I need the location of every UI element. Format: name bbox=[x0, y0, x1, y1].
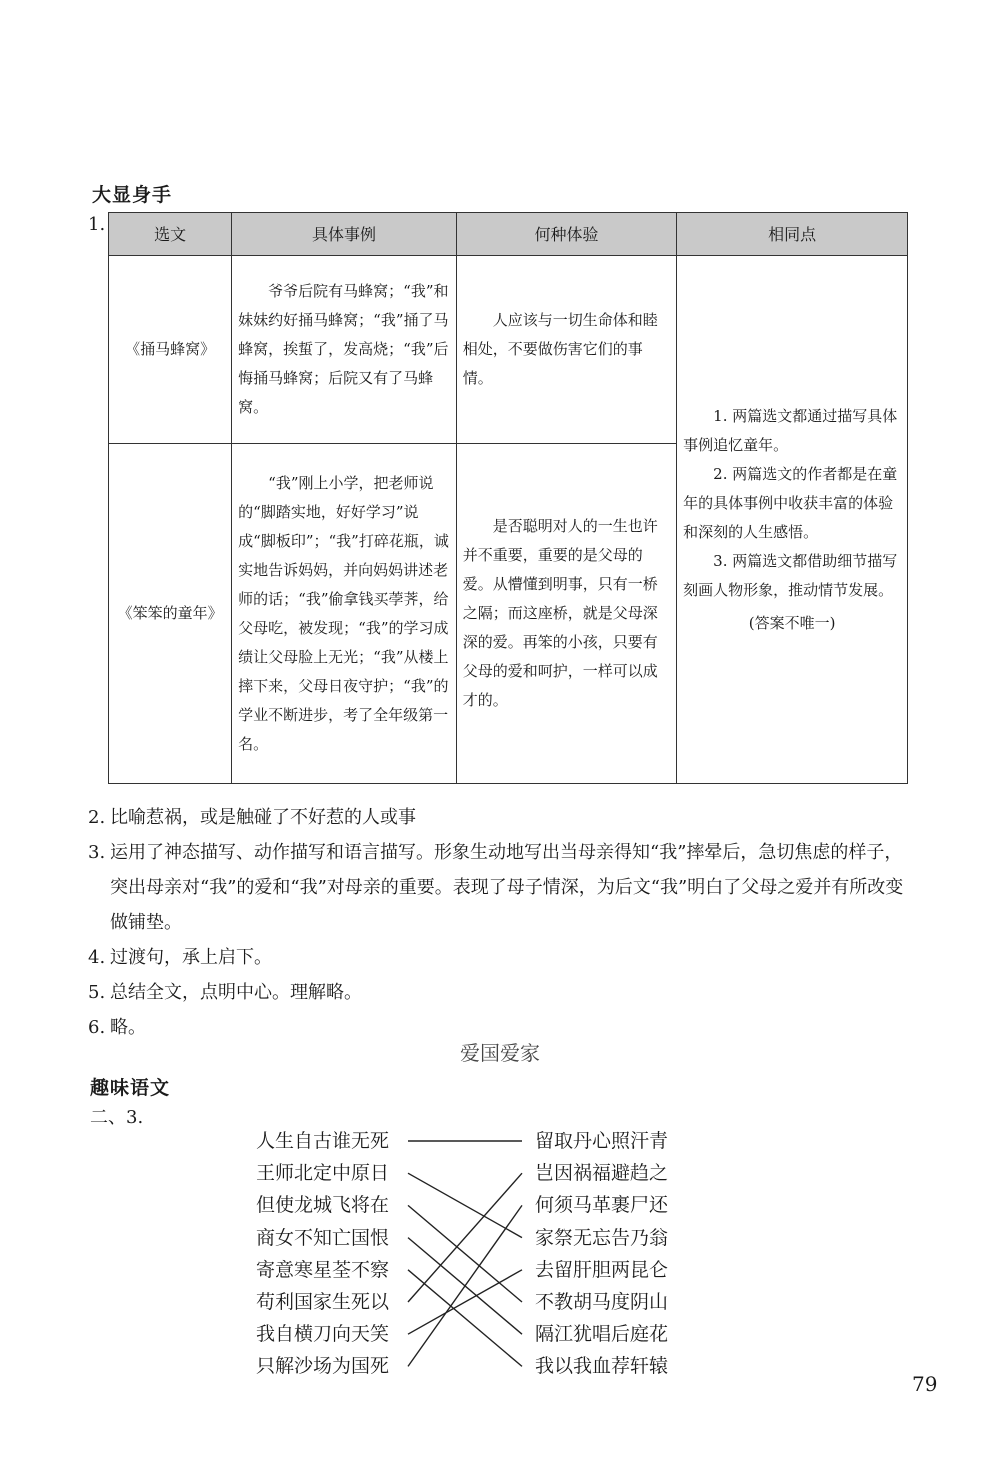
poem-left-column bbox=[256, 1125, 389, 1383]
answer-number: 6. bbox=[88, 1017, 106, 1038]
answer-text: 比喻惹祸，或是触碰了不好惹的人或事 bbox=[110, 807, 416, 828]
similarity-item: 3. 两篇选文都借助细节描写刻画人物形象，推动情节发展。 bbox=[683, 551, 898, 599]
answer-number: 2. bbox=[88, 807, 106, 828]
poem-line-right: 隔江犹唱后庭花 bbox=[535, 1323, 669, 1346]
poem-line-right: 留取丹心照汗青 bbox=[535, 1130, 669, 1152]
similarity-note: (答案不唯一) bbox=[748, 613, 836, 632]
question-number: 二、3. bbox=[90, 1107, 144, 1128]
section-title: 大显身手 bbox=[92, 184, 173, 206]
poem-line-left: 苟利国家生死以 bbox=[256, 1290, 390, 1313]
poem-line-right: 岂因祸福避趋之 bbox=[535, 1162, 669, 1185]
answer-number: 4. bbox=[88, 947, 106, 968]
table-cell-title: 《笨笨的童年》 bbox=[109, 444, 232, 784]
table-header: 相同点 bbox=[677, 213, 908, 256]
table-header: 何种体验 bbox=[456, 213, 676, 256]
answer-text: 过渡句，承上启下。 bbox=[110, 947, 272, 968]
answer-text: 运用了神态描写、动作描写和语言描写。形象生动地写出当母亲得知“我”摔晕后，急切焦虑的样子，突出母亲对“我”的爱和“我”对母亲的重要。表现了母子情深，为后文“我”明白了父母之爱并有所改变做铺垫。 bbox=[110, 842, 904, 933]
match-line bbox=[408, 1205, 522, 1366]
answer-text: 略。 bbox=[110, 1017, 146, 1038]
poem-line-left: 我自横刀向天笑 bbox=[256, 1323, 390, 1346]
match-line bbox=[408, 1205, 522, 1302]
answer-number: 5. bbox=[88, 982, 106, 1003]
similarity-item: 1. 两篇选文都通过描写具体事例追忆童年。 bbox=[683, 406, 898, 454]
question-number: 1. bbox=[88, 214, 106, 235]
poem-line-right: 去留肝胆两昆仑 bbox=[535, 1258, 669, 1281]
answer-number: 3. bbox=[88, 842, 106, 863]
poem-line-left: 人生自古谁无死 bbox=[256, 1130, 390, 1152]
similarity-item: 2. 两篇选文的作者都是在童年的具体事例中收获丰富的体验和深刻的人生感悟。 bbox=[683, 464, 898, 541]
poem-line-right: 何须马革裹尸还 bbox=[535, 1194, 669, 1217]
poem-line-left: 商女不知亡国恨 bbox=[256, 1226, 390, 1249]
unit-title: 爱国爱家 bbox=[460, 1041, 540, 1065]
table-header: 选文 bbox=[109, 213, 232, 256]
poem-line-left: 寄意寒星荃不察 bbox=[256, 1258, 390, 1281]
table-cell-example: 爷爷后院有马蜂窝；“我”和妹妹约好捅马蜂窝；“我”捅了马蜂窝，挨蜇了，发高烧；“我”后悔捅马蜂窝；后院又有了马蜂窝。 bbox=[232, 256, 457, 444]
poem-line-left: 王师北定中原日 bbox=[256, 1162, 390, 1185]
poem-line-left: 只解沙场为国死 bbox=[256, 1355, 390, 1378]
poem-line-left: 但使龙城飞将在 bbox=[256, 1194, 390, 1217]
answer-text: 总结全文，点明中心。理解略。 bbox=[110, 982, 362, 1003]
table-cell-example: “我”刚上小学，把老师说的“脚踏实地，好好学习”说成“脚板印”；“我”打碎花瓶，诚实地告诉妈妈，并向妈妈讲述老师的话；“我”偷拿钱买荸荠，给父母吃，被发现；“我”的学习成绩让父母脸上无光；“我”从楼上摔下来，父母日夜守护；“我”的学业不断进步，考了全年级第一名。 bbox=[232, 444, 457, 784]
table-header: 具体事例 bbox=[232, 213, 457, 256]
section-title: 趣味语文 bbox=[90, 1077, 171, 1099]
poem-line-right: 不教胡马度阴山 bbox=[535, 1290, 669, 1313]
match-line bbox=[408, 1173, 522, 1302]
table-cell-experience: 人应该与一切生命体和睦相处，不要做伤害它们的事情。 bbox=[456, 256, 676, 444]
table-cell-experience: 是否聪明对人的一生也许并不重要，重要的是父母的爱。从懵懂到明事，只有一桥之隔；而这座桥，就是父母深深的爱。再笨的小孩，只要有父母的爱和呵护，一样可以成才的。 bbox=[456, 444, 676, 784]
page-number: 79 bbox=[912, 1372, 938, 1396]
match-line bbox=[408, 1270, 522, 1334]
match-line bbox=[408, 1270, 522, 1367]
match-line bbox=[408, 1173, 522, 1237]
poem-line-right: 家祭无忘告乃翁 bbox=[535, 1226, 669, 1249]
table-cell-title: 《捅马蜂窝》 bbox=[109, 256, 232, 444]
poem-line-right: 我以我血荐轩辕 bbox=[535, 1355, 669, 1378]
poem-right-column bbox=[535, 1125, 668, 1383]
